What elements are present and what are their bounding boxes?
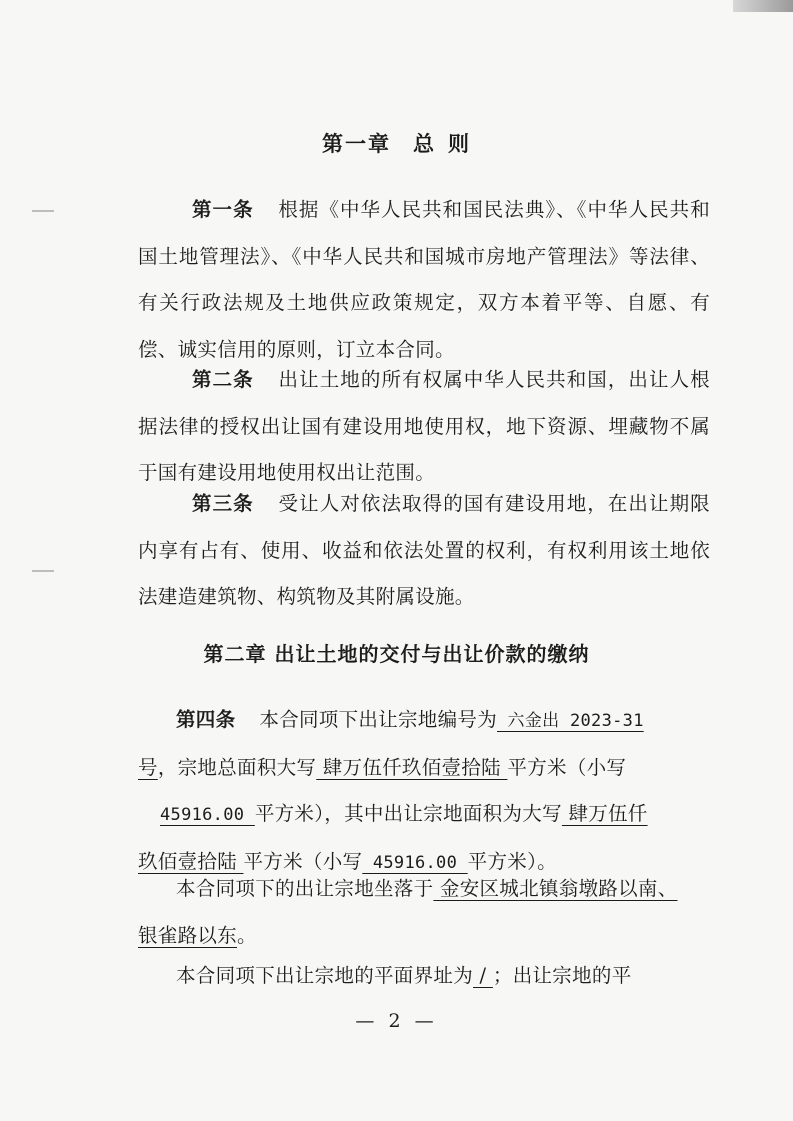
article-3-heading: 第三条 bbox=[192, 492, 254, 515]
total-area-number: 45916.00 bbox=[160, 805, 255, 825]
sell-area-number: 45916.00 bbox=[362, 852, 468, 873]
chapter-1-title: 第一章 总 则 bbox=[322, 132, 471, 156]
article-3 bbox=[138, 481, 710, 621]
article-1-text: 根据《中华人民共和国民法典》、《中华人民共和国土地管理法》、《中华人民共和国城市房地产管理法》等法律、有关行政法规及土地供应政策规定，双方本着平等、自愿、有偿、诚实信用的原则，订立本合同。 bbox=[138, 198, 710, 361]
article-1 bbox=[138, 187, 710, 373]
article-4-heading: 第四条 bbox=[176, 708, 236, 731]
location-value-cont: 银雀路以东 bbox=[138, 923, 238, 947]
parcel-number: 六金出 2023-31 bbox=[497, 711, 644, 731]
article-2-text: 出让土地的所有权属中华人民共和国，出让人根据法律的授权出让国有建设用地使用权，地下资源、埋藏物不属于国有建设用地使用权出让范围。 bbox=[138, 368, 710, 484]
article-2 bbox=[138, 357, 710, 497]
scan-edge-mark bbox=[32, 570, 54, 572]
scan-corner-mark bbox=[733, 0, 793, 12]
sell-area-uppercase-cont: 玖佰壹拾陆 bbox=[138, 849, 244, 873]
article-1-heading: 第一条 bbox=[192, 198, 254, 221]
boundary-value: / bbox=[473, 964, 493, 987]
parcel-number-suffix: 号 bbox=[138, 755, 158, 779]
location-value: 金安区城北镇翁墩路以南、 bbox=[433, 877, 678, 900]
total-area-uppercase: 肆万伍仟玖佰壹拾陆 bbox=[316, 755, 508, 779]
article-2-heading: 第二条 bbox=[192, 368, 254, 391]
chapter-2-title: 第二章 出让土地的交付与出让价款的缴纳 bbox=[203, 642, 590, 666]
parcel-boundary: 本合同项下出让宗地的平面界址为 / ；出让宗地的平 bbox=[176, 964, 632, 987]
scan-edge-mark bbox=[32, 210, 54, 212]
page-number: — 2 — bbox=[355, 1010, 438, 1032]
parcel-location: 本合同项下的出让宗地坐落于 金安区城北镇翁墩路以南、 银雀路以东。 bbox=[138, 877, 678, 947]
article-3-text: 受让人对依法取得的国有建设用地，在出让期限内享有占有、使用、收益和依法处置的权利，有权利用该土地依法建造建筑物、构筑物及其附属设施。 bbox=[138, 492, 710, 608]
sell-area-uppercase: 肆万伍仟 bbox=[561, 802, 648, 825]
article-4: 第四条 本合同项下出让宗地编号为 六金出 2023-31 号，宗地总面积大写 肆万伍仟玖佰壹拾陆 平方米（小写 45916.00 平方米），其中出让宗地面积为大写 肆万伍仟 玖佰壹拾陆 平方米（小写 45916.00 平方米）。 bbox=[138, 708, 648, 873]
